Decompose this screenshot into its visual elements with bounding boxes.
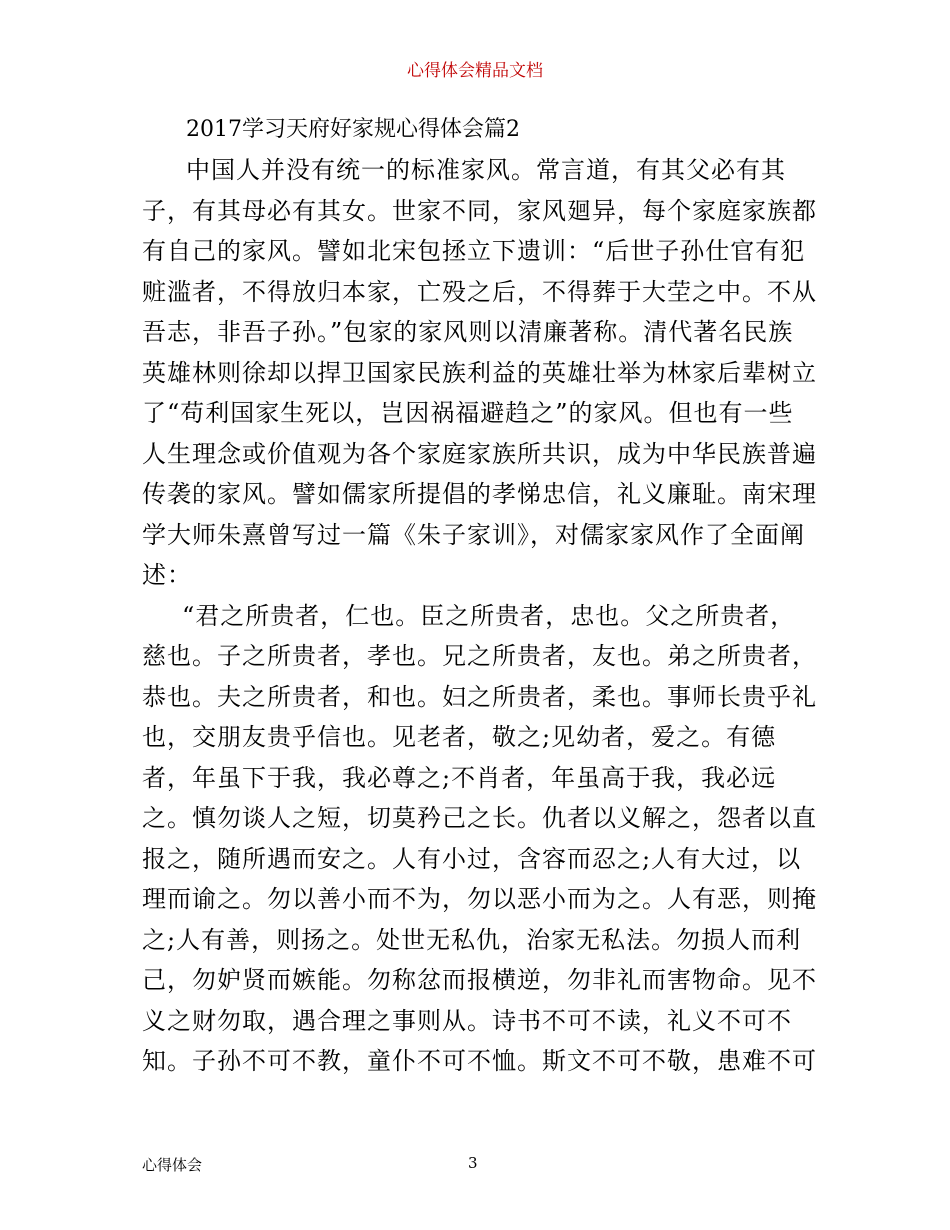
text-line: 了“苟利国家生死以，岂因祸福避趋之”的家风。但也有一些 [142,399,794,427]
text-line: 义之财勿取，遇合理之事则从。诗书不可不读，礼义不可不 [142,1006,792,1035]
text-line: 赃滥者，不得放归本家，亡殁之后，不得葬于大茔之中。不从 [142,277,817,306]
text-line: 有自己的家风。譬如北宋包拯立下遗训：“后世子孙仕官有犯 [142,237,806,265]
text-line: 慈也。子之所贵者，孝也。兄之所贵者，友也。弟之所贵者， [142,642,817,670]
page-number: 3 [468,1154,478,1172]
text-line: 中国人并没有统一的标准家风。常言道，有其父必有其 [186,156,786,184]
paragraph-2 [142,596,817,1082]
text-line: 英雄林则徐却以捍卫国家民族利益的英雄壮举为林家后辈树立 [142,358,817,387]
text-line: 述： [142,561,192,589]
text-line: 恭也。夫之所贵者，和也。妇之所贵者，柔也。事师长贵乎礼 [142,682,817,711]
text-line: 报之，随所遇而安之。人有小过，含容而忍之;人有大过，以 [142,844,802,873]
page-header-title: 心得体会精品文档 [407,61,543,81]
text-line: 己，勿妒贤而嫉能。勿称忿而报横逆，勿非礼而害物命。见不 [142,966,817,994]
document-body [142,110,817,1082]
text-line: 之。慎勿谈人之短，切莫矜己之长。仇者以义解之，怨者以直 [142,804,817,832]
text-line: 理而谕之。勿以善小而不为，勿以恶小而为之。人有恶，则掩 [142,885,817,913]
text-line: 人生理念或价值观为各个家庭家族所共识，成为中华民族普遍 [142,439,817,468]
text-line: 知。子孙不可不教，童仆不可不恤。斯文不可不敬，患难不可 [142,1047,817,1075]
text-line: “君之所贵者，仁也。臣之所贵者，忠也。父之所贵者， [182,601,796,630]
text-line: 吾志，非吾子孙。”包家的家风则以清廉著称。清代著名民族 [142,318,794,346]
text-line: 传袭的家风。譬如儒家所提倡的孝悌忠信，礼义廉耻。南宋理 [142,480,817,508]
paragraph-1 [142,150,817,596]
document-heading: 2017学习天府好家规心得体会篇2 [186,117,520,142]
text-line: 子，有其母必有其女。世家不同，家风廻异，每个家庭家族都 [142,196,817,225]
text-line: 之;人有善，则扬之。处世无私仇，治家无私法。勿损人而利 [142,925,802,954]
text-line: 者，年虽下于我，我必尊之;不肖者，年虽高于我，我必远 [142,763,777,792]
text-line: 也，交朋友贵乎信也。见老者，敬之;见幼者，爱之。有德 [142,723,777,751]
text-line: 学大师朱熹曾写过一篇《朱子家训》，对儒家家风作了全面阐 [142,520,805,549]
footer-label: 心得体会 [142,1156,203,1174]
